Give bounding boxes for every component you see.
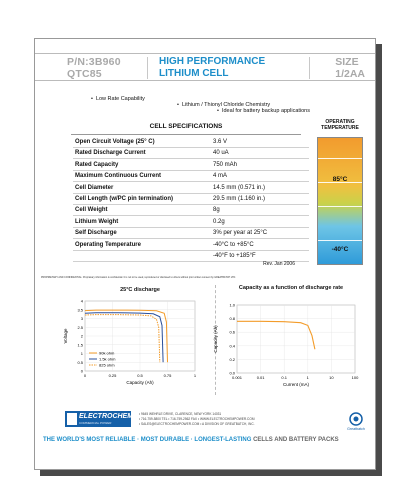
partner-name: Greatbatch xyxy=(347,427,365,431)
spec-value: 40 uA xyxy=(213,150,229,157)
x-tick-label: 0.1 xyxy=(281,375,287,380)
spec-row xyxy=(73,137,309,148)
electrochem-logo xyxy=(65,411,134,427)
y-tick-label: 0.6 xyxy=(229,329,235,335)
logo-subtitle: COMMERCIAL POWER xyxy=(79,421,112,425)
spec-label: Lithium Weight xyxy=(75,218,119,225)
chart1-title: 25°C discharge xyxy=(120,287,160,293)
x-tick-label: 0 xyxy=(83,373,87,378)
spec-label: Cell Weight xyxy=(75,207,108,214)
size-block xyxy=(335,56,365,80)
spec-value: 750 mAh xyxy=(213,161,238,168)
greatbatch-logo xyxy=(345,411,367,431)
spec-value: 3.6 V xyxy=(213,139,228,145)
series-line xyxy=(85,315,160,363)
spec-value: 29.5 mm (1.160 in.) xyxy=(213,196,266,202)
x-tick-label: 0.75 xyxy=(163,373,172,378)
feature-item: • Ideal for battery backup applications xyxy=(217,108,310,114)
y-tick-label: 3 xyxy=(80,316,83,321)
y-axis-label: Voltage xyxy=(63,328,68,344)
tagline-main: THE WORLD'S MOST RELIABLE · MOST DURABLE · LONGEST-LASTING xyxy=(43,437,252,443)
x-tick-label: 0.01 xyxy=(256,375,265,380)
spec-value: 4 mA xyxy=(213,173,228,180)
size-value: 1/2AA xyxy=(335,68,365,80)
bar-tick xyxy=(318,206,362,207)
feature-text: Lithium / Thionyl Chloride Chemistry xyxy=(181,102,271,108)
feature-text: Low Rate Capability xyxy=(95,96,145,102)
contact-line: • 716-759-5800 TEL • 716-759-2562 FAX • WWW.ELECTROCHEMPOWER.COM xyxy=(139,417,255,421)
x-axis-label: Current (mA) xyxy=(282,382,310,387)
email-line: • SALES@ELECTROCHEMPOWER.COM • A DIVISION OF GREATBATCH, INC. xyxy=(139,422,255,426)
spec-value: 0.2g xyxy=(213,218,225,225)
x-tick-label: 0.25 xyxy=(108,373,117,378)
x-tick-label: 0.001 xyxy=(231,375,243,380)
y-tick-label: 1 xyxy=(80,351,83,356)
header-band xyxy=(35,53,376,81)
datasheet-page xyxy=(34,38,376,470)
spec-label: Open Circuit Voltage (25° C) xyxy=(75,139,155,145)
temp-low-label: -40°C xyxy=(331,246,349,253)
part-number-block xyxy=(67,56,121,80)
spec-row xyxy=(73,205,309,216)
y-tick-label: 1.0 xyxy=(229,302,235,308)
title-line-2: LITHIUM CELL xyxy=(159,68,229,79)
header-divider xyxy=(309,57,310,79)
y-tick-label: 0.8 xyxy=(229,316,235,322)
spec-row xyxy=(73,240,309,251)
header-divider xyxy=(147,57,148,79)
revision-date: Rev. Jan 2006 xyxy=(263,261,295,267)
spec-label: Cell Diameter xyxy=(75,184,114,191)
feature-text: Ideal for battery backup applications xyxy=(221,108,310,114)
spec-label: Maximum Continuous Current xyxy=(75,173,162,180)
title-line-1: HIGH PERFORMANCE xyxy=(159,56,266,67)
spec-row xyxy=(73,183,309,194)
tagline-end: CELLS AND BATTERY PACKS xyxy=(253,437,339,443)
spec-value: -40°F to +185°F xyxy=(213,253,256,259)
x-axis-label: Capacity (Ah) xyxy=(126,380,154,385)
y-tick-label: 3.5 xyxy=(77,307,83,313)
spec-label: Rated Capacity xyxy=(75,161,119,168)
address-line: • 9645 WEHRLE DRIVE, CLARENCE, NEW YORK 14031 xyxy=(139,412,222,416)
ot-title-line-1: OPERATING xyxy=(325,119,355,125)
temperature-gradient-bar xyxy=(317,137,363,265)
spec-row xyxy=(73,160,309,171)
legend-label: 825 ohm xyxy=(99,362,115,368)
y-tick-label: 0.4 xyxy=(229,343,235,349)
y-tick-label: 1.5 xyxy=(77,342,83,348)
proprietary-notice: PROPRIETARY AND CONFIDENTIAL: Proprietary information is confidential. It is not to be used, reproduced or disclosed to others without prior written consent by GREATBATCH LTD. xyxy=(41,276,236,279)
x-tick-label: 0.5 xyxy=(137,373,143,378)
legend-label: 1.5k ohm xyxy=(99,356,116,362)
y-tick-label: 2.5 xyxy=(77,324,83,330)
feature-item: • Low Rate Capability xyxy=(91,96,145,102)
spec-label: Cell Length (w/PC pin termination) xyxy=(75,196,173,202)
spec-row xyxy=(73,194,309,205)
y-axis-label: Capacity (Ah) xyxy=(213,325,218,353)
spec-value: 14.5 mm (0.571 in.) xyxy=(213,184,266,191)
chart2-title: Capacity as a function of discharge rate xyxy=(238,285,344,291)
bar-tick xyxy=(318,158,362,159)
spec-label: Rated Discharge Current xyxy=(75,150,146,157)
spec-value: -40°C to +85°C xyxy=(213,241,254,248)
ot-title-line-2: TEMPERATURE xyxy=(321,125,359,131)
size-label: SIZE xyxy=(335,56,359,68)
logo-mark-icon xyxy=(67,413,77,425)
specs-heading: CELL SPECIFICATIONS xyxy=(71,123,301,135)
tagline xyxy=(35,437,376,443)
discharge-chart xyxy=(61,295,211,399)
spec-row xyxy=(73,171,309,182)
x-tick-label: 1 xyxy=(306,375,309,380)
x-tick-label: 10 xyxy=(329,375,334,380)
spec-label: Self Discharge xyxy=(75,230,117,237)
temp-high-label: 85°C xyxy=(332,176,348,183)
spec-value: 8g xyxy=(213,207,220,214)
spec-label: Operating Temperature xyxy=(75,241,141,248)
legend-label: 90k ohm xyxy=(99,350,115,356)
series-line xyxy=(237,321,315,349)
spec-row xyxy=(73,148,309,159)
product-title xyxy=(159,56,265,80)
y-tick-label: 0.0 xyxy=(229,370,235,376)
y-tick-label: 0.2 xyxy=(229,356,235,362)
operating-temperature-title xyxy=(307,119,373,131)
logo-name: ELECTROCHEM xyxy=(79,413,134,420)
spec-row xyxy=(73,228,309,239)
y-tick-label: 4 xyxy=(80,298,83,304)
part-number: P/N:3B960 xyxy=(67,56,121,68)
model-number: QTC85 xyxy=(67,68,102,80)
bar-tick xyxy=(318,240,362,241)
spec-row xyxy=(73,217,309,228)
x-tick-label: 1 xyxy=(193,373,197,378)
series-line xyxy=(85,313,163,363)
feature-item: • Lithium / Thionyl Chloride Chemistry xyxy=(177,102,271,108)
spec-value: 3% per year at 25°C xyxy=(213,230,268,237)
capacity-vs-rate-chart xyxy=(211,301,371,401)
y-tick-label: 2 xyxy=(80,333,83,339)
y-tick-label: 0.5 xyxy=(77,359,83,365)
plot-area xyxy=(237,305,355,373)
x-tick-label: 100 xyxy=(351,375,359,380)
y-tick-label: 0 xyxy=(80,368,83,374)
